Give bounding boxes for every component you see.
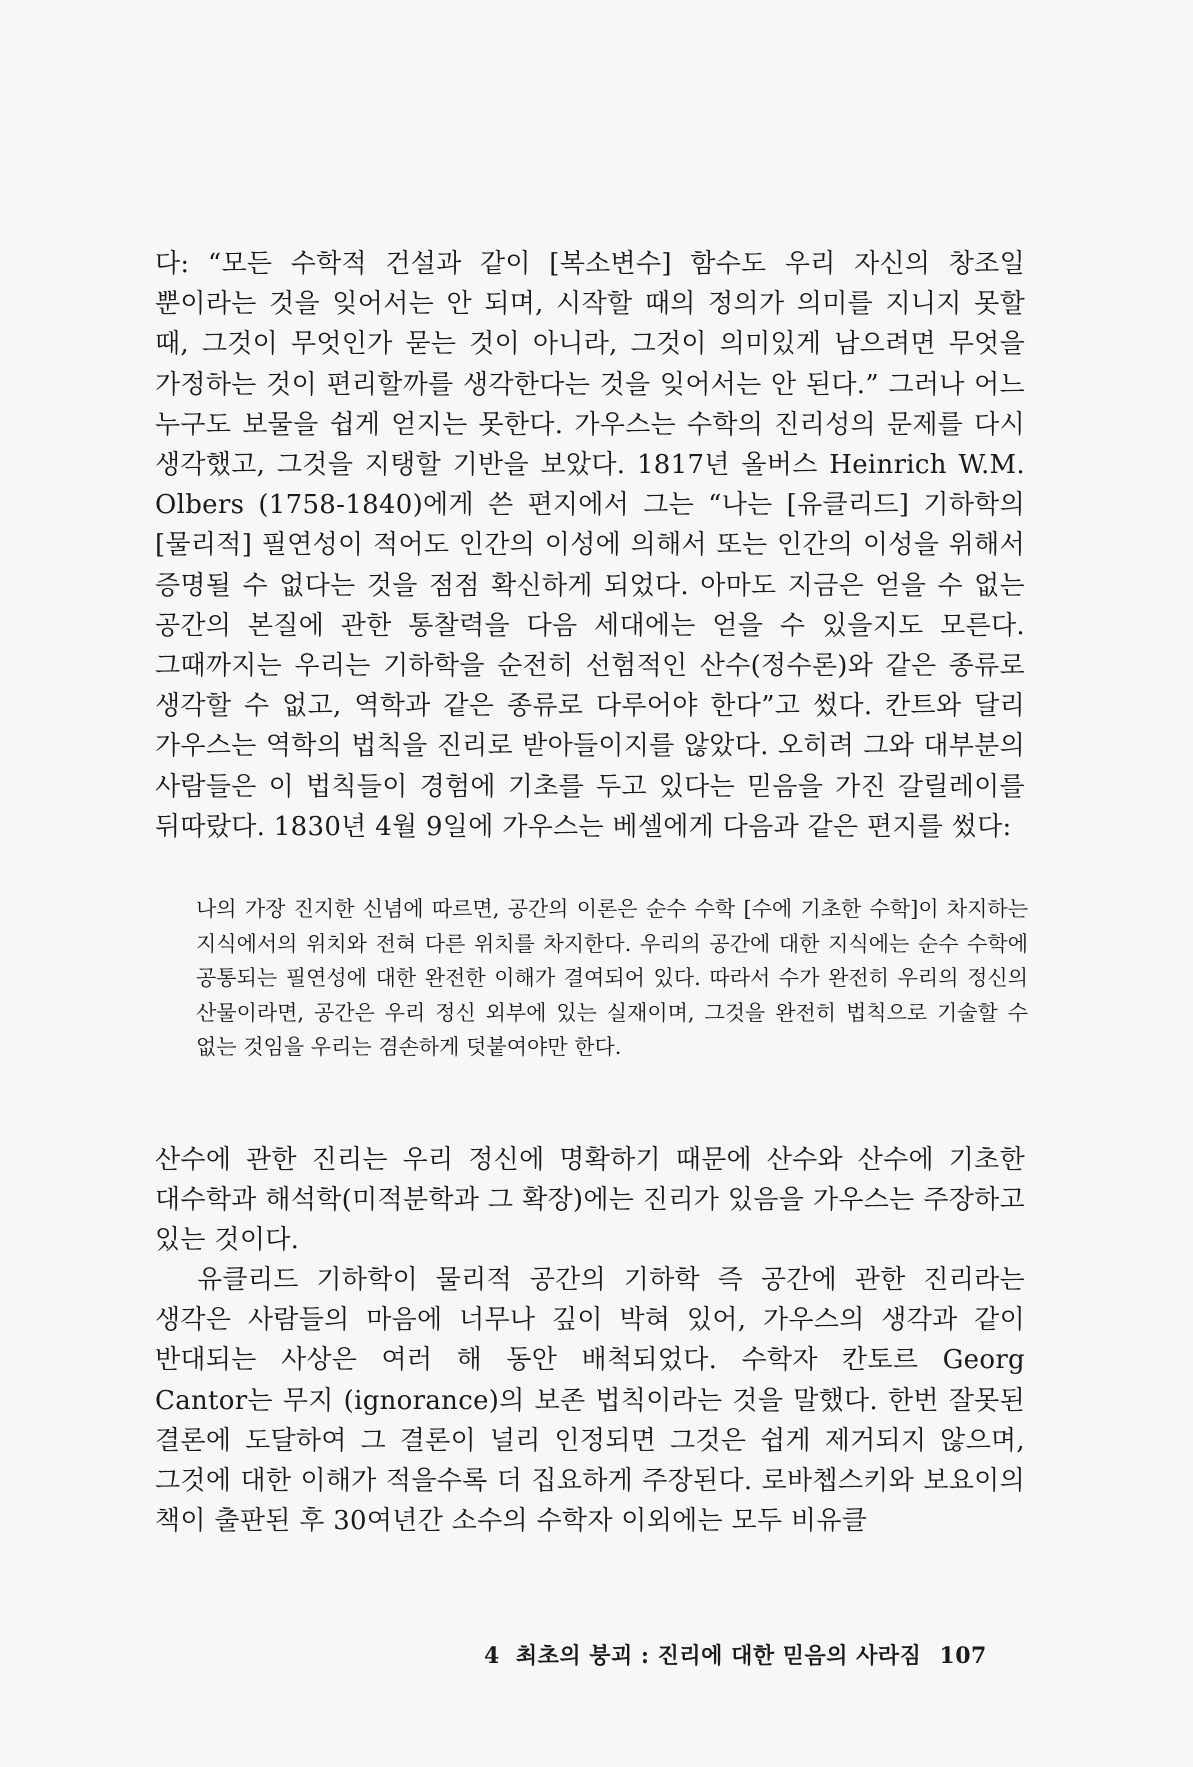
body-paragraph-2 — [155, 1140, 1025, 1261]
block-quote — [196, 892, 1028, 1065]
page-number: 107 — [939, 1643, 987, 1669]
page-footer — [484, 1641, 987, 1671]
body-paragraph-1 — [155, 244, 1025, 847]
quote-text: 나의 가장 진지한 신념에 따르면, 공간의 이론은 순수 수학 [수에 기초한 수학]이 차지하는 지식에서의 위치와 전혀 다른 위치를 차지한다. 우리의 공간에 대한 지식에는 순수 수학에 공통되는 필연성에 대한 완전한 이해가 결여되어 있다. 따라서 수가 완전히 우리의 정신의 산물이라면, 공간은 우리 정신 외부에 있는 실재이며, 그것을 완전히 법칙으로 기술할 수 없는 것임을 우리는 겸손하게 덧붙여야만 한다. — [196, 897, 1028, 1060]
paragraph-text: 산수에 관한 진리는 우리 정신에 명확하기 때문에 산수와 산수에 기초한 대수학과 해석학(미적분학과 그 확장)에는 진리가 있음을 가우스는 주장하고 있는 것이다. — [155, 1145, 1025, 1256]
body-paragraph-3 — [155, 1260, 1025, 1541]
paragraph-text: 유클리드 기하학이 물리적 공간의 기하학 즉 공간에 관한 진리라는 생각은 사람들의 마음에 너무나 깊이 박혀 있어, 가우스의 생각과 같이 반대되는 사상은 여러 해 동안 배척되었다. 수학자 칸토르 Georg Cantor는 무지 (ignorance)의 보존 법칙이라는 것을 말했다. 한번 잘못된 결론에 도달하여 그 결론이 널리 인정되면 그것은 쉽게 제거되지 않으며, 그것에 대한 이해가 적을수록 더 집요하게 주장된다. 로바쳅스키와 보요이의 책이 출판된 후 30여년간 소수의 수학자 이외에는 모두 비유클 — [155, 1265, 1025, 1537]
paragraph-text: 다: “모든 수학적 건설과 같이 [복소변수] 함수도 우리 자신의 창조일 뿐이라는 것을 잊어서는 안 되며, 시작할 때의 정의가 의미를 지니지 못할 때, 그것이 무엇인가 묻는 것이 아니라, 그것이 의미있게 남으려면 무엇을 가정하는 것이 편리할까를 생각한다는 것을 잊어서는 안 된다.” 그러나 어느 누구도 보물을 쉽게 얻지는 못한다. 가우스는 수학의 진리성의 문제를 다시 생각했고, 그것을 지탱할 기반을 보았다. 1817년 올버스 Heinrich W.M. Olbers (1758-1840)에게 쓴 편지에서 그는 “나는 [유클리드] 기하학의 [물리적] 필연성이 적어도 인간의 이성에 의해서 또는 인간의 이성을 위해서 증명될 수 없다는 것을 점점 확신하게 되었다. 아마도 지금은 얻을 수 없는 공간의 본질에 관한 통찰력을 다음 세대에는 얻을 수 있을지도 모른다. 그때까지는 우리는 기하학을 순전히 선험적인 산수(정수론)와 같은 종류로 생각할 수 없고, 역학과 같은 종류로 다루어야 한다”고 썼다. 칸트와 달리 가우스는 역학의 법칙을 진리로 받아들이지를 않았다. 오히려 그와 대부분의 사람들은 이 법칙들이 경험에 기초를 두고 있다는 믿음을 가진 갈릴레이를 뒤따랐다. 1830년 4월 9일에 가우스는 베셀에게 다음과 같은 편지를 썼다: — [155, 249, 1025, 842]
chapter-number: 4 — [484, 1643, 500, 1669]
chapter-title: 최초의 붕괴 : 진리에 대한 믿음의 사라짐 — [515, 1643, 922, 1669]
